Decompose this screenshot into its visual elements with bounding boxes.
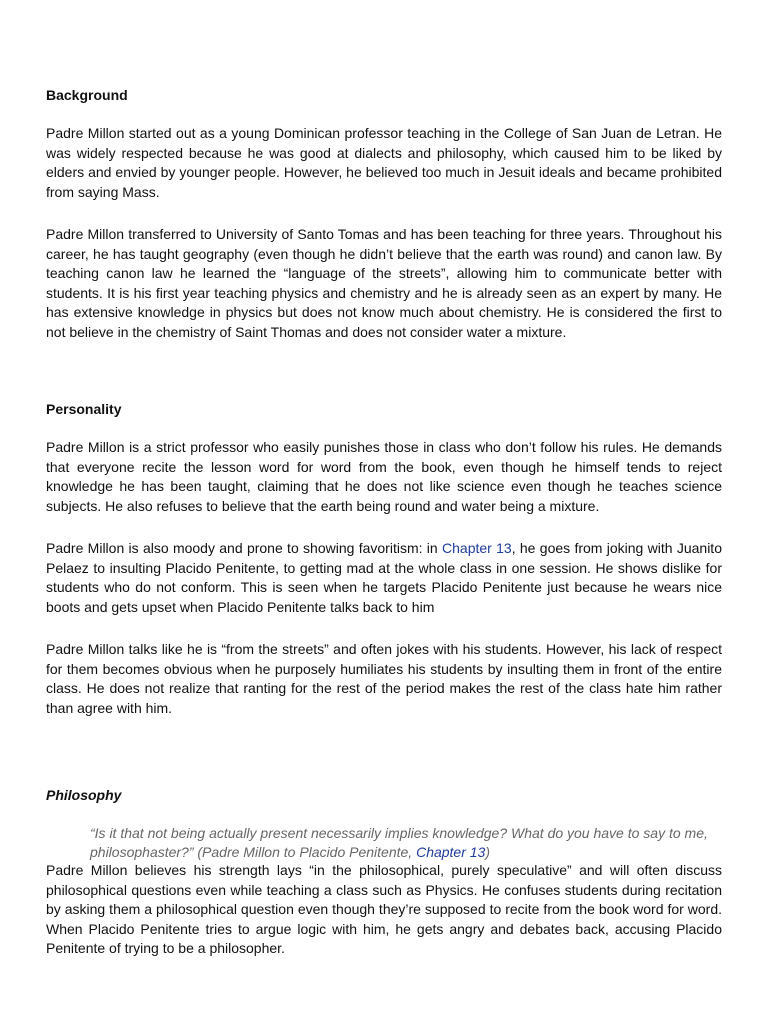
background-paragraph-2: Padre Millon transferred to University of Santo Tomas and has been teaching for three years. Throughout his career, he has taught geography (even though he didn’t believe that the earth was round) and canon law. By teaching canon law he learned the “language of the streets”, allowing him to communicate better with students. It is his first year teaching physics and chemistry and he is already seen as an expert by many. He has extensive knowledge in physics but does not know much about chemistry. He is considered the first to not believe in the chemistry of Saint Thomas and does not consider water a mixture. (46, 226, 722, 340)
personality-paragraph-2 (46, 539, 722, 617)
philosophy-quote-close: ) (485, 844, 491, 860)
chapter-13-link[interactable]: Chapter 13 (442, 540, 512, 556)
background-paragraph-1: Padre Millon started out as a young Dominican professor teaching in the College of San Juan de Letran. He was widely respected because he was good at dialects and philosophy, which caused him to be liked by elders and envied by younger people. However, he believed too much in Jesuit ideals and became prohibited from saying Mass. (46, 125, 722, 200)
philosophy-quote-text: “Is it that not being actually present necessarily implies knowledge? What do you have to say to me, philosophaster?” (Padre Millon to Placido Penitente, (90, 825, 708, 860)
philosophy-heading: Philosophy (46, 787, 122, 803)
quote-chapter-13-link[interactable]: Chapter 13 (416, 844, 486, 860)
philosophy-paragraph-1: Padre Millon believes his strength lays “in the philosophical, purely speculative” and will often discuss philosophical questions even while teaching a class such as Physics. He confuses students during recitation by asking them a philosophical question even though they’re supposed to recite from the book word for word. When Placido Penitente tries to argue logic with him, he gets angry and debates back, accusing Placido Penitente of trying to be a philosopher. (46, 862, 722, 956)
personality-paragraph-2-rest: , he goes from joking with Juanito Pelaez to insulting Placido Penitente, to getting mad at the whole class in one session. He shows dislike for students who do not conform. This is seen when he targets Placido Penitente just because he wears nice boots and gets upset when Placido Penitente talks back to him (46, 540, 722, 615)
personality-paragraph-3: Padre Millon talks like he is “from the streets” and often jokes with his students. However, his lack of respect for them becomes obvious when he purposely humiliates his students by insulting them in front of the entire class. He does not realize that ranting for the rest of the period makes the rest of the class hate him rather than agree with him. (46, 641, 722, 716)
background-heading: Background (46, 87, 128, 103)
personality-paragraph-2-lead: Padre Millon is also moody and prone to showing favoritism: in (46, 540, 443, 556)
philosophy-quote (90, 824, 722, 862)
personality-paragraph-1: Padre Millon is a strict professor who easily punishes those in class who don’t follow his rules. He demands that everyone recite the lesson word for word from the book, even though he himself tends to reject knowledge he has been taught, claiming that he does not like science even though he teaches science subjects. He also refuses to believe that the earth being round and water being a mixture. (46, 439, 722, 514)
personality-heading: Personality (46, 401, 122, 417)
